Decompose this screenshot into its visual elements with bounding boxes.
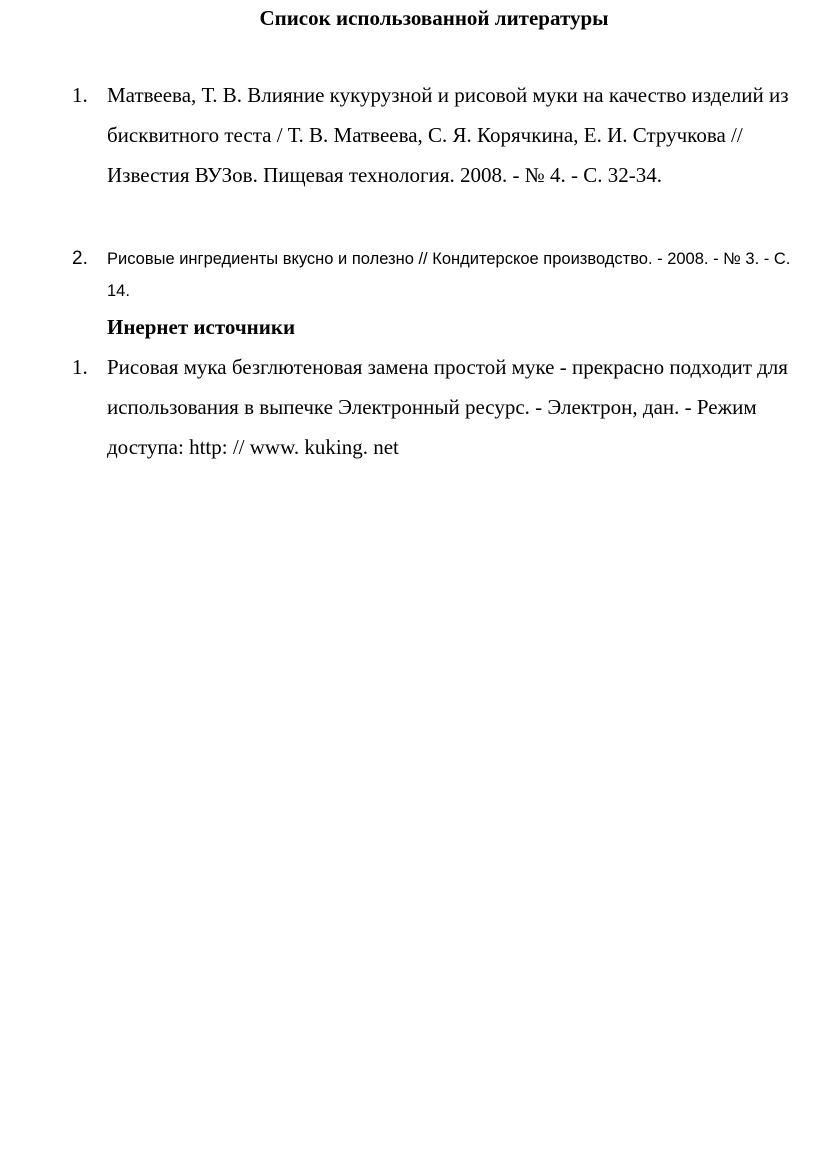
internet-sources-heading: Инернет источники xyxy=(107,315,296,339)
reference-number: 1. xyxy=(72,355,88,379)
page-title: Список использованной литературы xyxy=(259,6,609,30)
reference-text: Рисовая мука безглютеновая замена простой муке - прекрасно подходит для использования в выпечке Электронный ресурс. - Электрон, дан. - Режим доступа: http: // www. kuking. net xyxy=(107,355,788,459)
reference-number: 2. xyxy=(72,248,88,269)
reference-text: Рисовые ингредиенты вкусно и полезно // Кондитерское производство. - 2008. - № 3. - С. 14. xyxy=(107,250,791,300)
reference-text: Матвеева, Т. В. Влияние кукурузной и рисовой муки на качество изделий из бисквитного теста / Т. В. Матвеева, С. Я. Корячкина, Е. И. Стручкова // Известия ВУЗов. Пищевая технология. 2008. - № 4. - С. 32-34. xyxy=(107,83,789,187)
reference-number: 1. xyxy=(72,83,88,107)
